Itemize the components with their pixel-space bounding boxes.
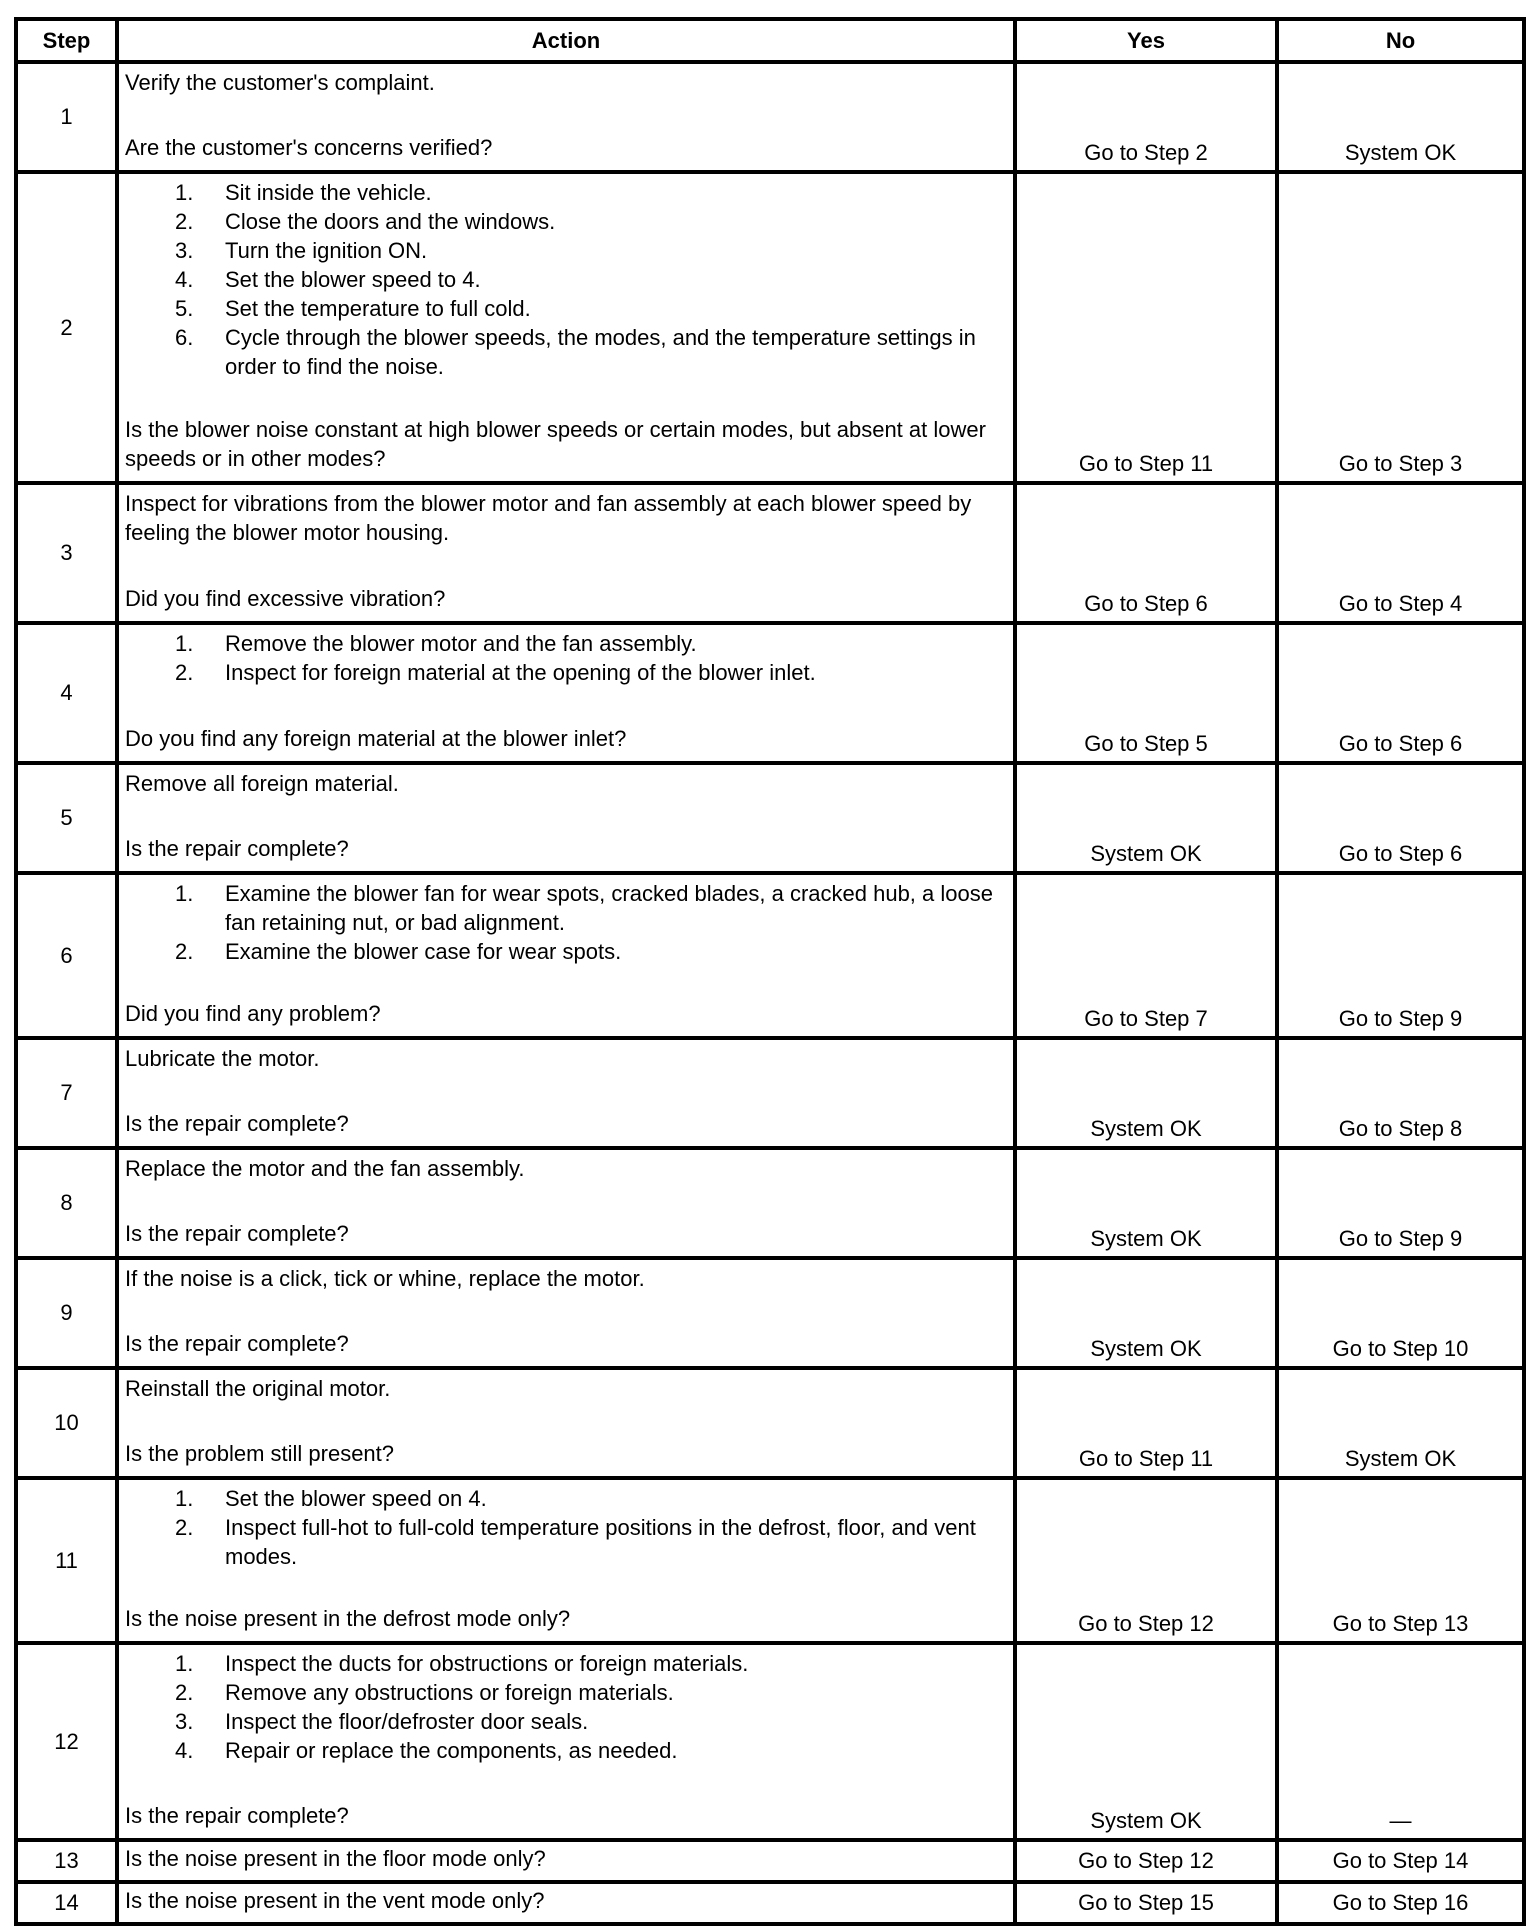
action-instructions — [125, 1374, 1007, 1403]
list-item-number: 3. — [175, 238, 194, 263]
no-result: Go to Step 4 — [1277, 483, 1524, 623]
action-cell — [117, 172, 1015, 483]
action-step-list — [125, 1649, 1007, 1765]
list-item-text: Set the temperature to full cold. — [225, 296, 531, 321]
action-intro: Replace the motor and the fan assembly. — [125, 1156, 525, 1181]
action-instructions — [125, 178, 1007, 381]
no-result: System OK — [1277, 1368, 1524, 1478]
action-cell — [117, 1478, 1015, 1643]
list-item-number: 2. — [175, 939, 194, 964]
list-item-number: 4. — [175, 1738, 194, 1763]
action-question: Is the noise present in the vent mode only? — [125, 1888, 545, 1913]
list-item — [125, 236, 1007, 265]
list-item-number: 2. — [175, 1680, 194, 1705]
action-content — [119, 1480, 1013, 1637]
yes-result: Go to Step 12 — [1015, 1478, 1277, 1643]
list-item-number: 2. — [175, 209, 194, 234]
step-number: 11 — [16, 1478, 117, 1643]
list-item-text: Examine the blower case for wear spots. — [225, 939, 622, 964]
list-item — [125, 1513, 1007, 1571]
no-result: Go to Step 9 — [1277, 873, 1524, 1038]
step-number: 7 — [16, 1038, 117, 1148]
action-content — [119, 64, 1013, 166]
action-intro: Verify the customer's complaint. — [125, 70, 435, 95]
action-cell — [117, 1258, 1015, 1368]
header-row — [16, 19, 1524, 62]
table-row — [16, 172, 1524, 483]
step-number: 13 — [16, 1840, 117, 1882]
action-instructions — [125, 68, 1007, 97]
list-item — [125, 178, 1007, 207]
table-row — [16, 483, 1524, 623]
action-cell — [117, 873, 1015, 1038]
action-instructions — [125, 879, 1007, 966]
step-number: 5 — [16, 763, 117, 873]
list-item-text: Inspect full-hot to full-cold temperature positions in the defrost, floor, and vent modes. — [225, 1515, 976, 1569]
list-item-number: 5. — [175, 296, 194, 321]
list-item-number: 1. — [175, 631, 194, 656]
action-cell — [117, 1882, 1015, 1924]
action-step-list — [125, 178, 1007, 381]
table-body — [16, 62, 1524, 1924]
step-number: 10 — [16, 1368, 117, 1478]
list-item-number: 1. — [175, 180, 194, 205]
list-item-text: Inspect for foreign material at the opening of the blower inlet. — [225, 660, 816, 685]
action-cell — [117, 623, 1015, 763]
table-row — [16, 1038, 1524, 1148]
list-item — [125, 658, 1007, 687]
list-item-text: Repair or replace the components, as needed. — [225, 1738, 678, 1763]
list-item-number: 2. — [175, 660, 194, 685]
yes-result: Go to Step 6 — [1015, 483, 1277, 623]
list-item-number: 2. — [175, 1515, 194, 1540]
yes-result: System OK — [1015, 1148, 1277, 1258]
table-row — [16, 1643, 1524, 1840]
action-instructions — [125, 769, 1007, 798]
yes-result: Go to Step 15 — [1015, 1882, 1277, 1924]
action-instructions — [125, 1264, 1007, 1293]
action-cell — [117, 1840, 1015, 1882]
list-item-text: Examine the blower fan for wear spots, cracked blades, a cracked hub, a loose fan retaining nut, or bad alignment. — [225, 881, 993, 935]
table-row — [16, 1478, 1524, 1643]
table-row — [16, 1258, 1524, 1368]
action-cell — [117, 1038, 1015, 1148]
action-content — [119, 765, 1013, 867]
list-item-text: Turn the ignition ON. — [225, 238, 428, 263]
action-question: Is the noise present in the floor mode only? — [125, 1846, 546, 1871]
table-row — [16, 1148, 1524, 1258]
list-item — [125, 1649, 1007, 1678]
no-result: Go to Step 10 — [1277, 1258, 1524, 1368]
action-instructions — [125, 1044, 1007, 1073]
list-item-text: Set the blower speed to 4. — [225, 267, 481, 292]
action-content — [119, 625, 1013, 757]
list-item-text: Close the doors and the windows. — [225, 209, 556, 234]
action-question: Are the customer's concerns verified? — [125, 135, 493, 160]
action-intro: Lubricate the motor. — [125, 1046, 320, 1071]
list-item-text: Remove the blower motor and the fan assembly. — [225, 631, 697, 656]
table-row — [16, 623, 1524, 763]
action-intro: If the noise is a click, tick or whine, replace the motor. — [125, 1266, 645, 1291]
list-item — [125, 207, 1007, 236]
list-item-text: Remove any obstructions or foreign materials. — [225, 1680, 674, 1705]
list-item — [125, 1736, 1007, 1765]
step-number: 12 — [16, 1643, 117, 1840]
action-question: Is the repair complete? — [125, 1803, 349, 1828]
action-instructions — [125, 629, 1007, 687]
yes-result: Go to Step 7 — [1015, 873, 1277, 1038]
action-step-list — [125, 1484, 1007, 1571]
list-item-number: 1. — [175, 881, 194, 906]
action-question: Did you find excessive vibration? — [125, 586, 446, 611]
action-content — [119, 875, 1013, 1032]
action-instructions — [125, 1649, 1007, 1765]
step-number: 1 — [16, 62, 117, 172]
table-row — [16, 62, 1524, 172]
yes-result: Go to Step 12 — [1015, 1840, 1277, 1882]
action-cell — [117, 1643, 1015, 1840]
yes-result: System OK — [1015, 1258, 1277, 1368]
list-item-text: Cycle through the blower speeds, the modes, and the temperature settings in order to find the noise. — [225, 325, 976, 379]
action-content — [119, 1040, 1013, 1142]
action-question: Is the repair complete? — [125, 836, 349, 861]
list-item-text: Set the blower speed on 4. — [225, 1486, 487, 1511]
diagnostic-table — [14, 17, 1526, 1926]
yes-result: System OK — [1015, 1038, 1277, 1148]
no-result: Go to Step 8 — [1277, 1038, 1524, 1148]
action-content — [119, 174, 1013, 477]
list-item — [125, 937, 1007, 966]
list-item-text: Inspect the ducts for obstructions or foreign materials. — [225, 1651, 749, 1676]
table-row — [16, 1368, 1524, 1478]
list-item-number: 1. — [175, 1486, 194, 1511]
list-item — [125, 879, 1007, 937]
no-result: Go to Step 6 — [1277, 623, 1524, 763]
action-content — [119, 485, 1013, 617]
step-number: 2 — [16, 172, 117, 483]
action-intro: Remove all foreign material. — [125, 771, 399, 796]
table-row — [16, 763, 1524, 873]
action-content — [119, 1884, 1013, 1918]
step-number: 8 — [16, 1148, 117, 1258]
yes-result: System OK — [1015, 763, 1277, 873]
no-result: Go to Step 16 — [1277, 1882, 1524, 1924]
no-result: — — [1277, 1643, 1524, 1840]
no-result: Go to Step 14 — [1277, 1840, 1524, 1882]
action-cell — [117, 763, 1015, 873]
action-cell — [117, 483, 1015, 623]
action-question: Is the repair complete? — [125, 1111, 349, 1136]
action-content — [119, 1645, 1013, 1834]
no-result: Go to Step 9 — [1277, 1148, 1524, 1258]
action-step-list — [125, 629, 1007, 687]
step-number: 14 — [16, 1882, 117, 1924]
action-question: Did you find any problem? — [125, 1001, 381, 1026]
yes-result: Go to Step 11 — [1015, 172, 1277, 483]
list-item — [125, 1707, 1007, 1736]
no-result: Go to Step 6 — [1277, 763, 1524, 873]
action-cell — [117, 1368, 1015, 1478]
yes-result: Go to Step 11 — [1015, 1368, 1277, 1478]
list-item — [125, 629, 1007, 658]
list-item — [125, 1484, 1007, 1513]
action-cell — [117, 1148, 1015, 1258]
step-number: 4 — [16, 623, 117, 763]
yes-result: System OK — [1015, 1643, 1277, 1840]
list-item — [125, 294, 1007, 323]
action-content — [119, 1842, 1013, 1876]
action-instructions — [125, 1484, 1007, 1571]
action-question: Is the blower noise constant at high blower speeds or certain modes, but absent at lower speeds or in other modes? — [125, 417, 986, 471]
header-action: Action — [117, 19, 1015, 62]
no-result: Go to Step 13 — [1277, 1478, 1524, 1643]
action-question: Is the repair complete? — [125, 1221, 349, 1246]
action-step-list — [125, 879, 1007, 966]
table-row — [16, 1840, 1524, 1882]
list-item-number: 4. — [175, 267, 194, 292]
action-question: Do you find any foreign material at the blower inlet? — [125, 726, 627, 751]
step-number: 3 — [16, 483, 117, 623]
list-item-text: Sit inside the vehicle. — [225, 180, 432, 205]
yes-result: Go to Step 2 — [1015, 62, 1277, 172]
action-cell — [117, 62, 1015, 172]
step-number: 9 — [16, 1258, 117, 1368]
action-content — [119, 1260, 1013, 1362]
header-step: Step — [16, 19, 117, 62]
list-item-number: 3. — [175, 1709, 194, 1734]
header-no: No — [1277, 19, 1524, 62]
action-instructions — [125, 489, 1007, 547]
action-question: Is the noise present in the defrost mode only? — [125, 1606, 571, 1631]
table-row — [16, 873, 1524, 1038]
yes-result: Go to Step 5 — [1015, 623, 1277, 763]
no-result: Go to Step 3 — [1277, 172, 1524, 483]
table-row — [16, 1882, 1524, 1924]
action-question: Is the repair complete? — [125, 1331, 349, 1356]
action-content — [119, 1150, 1013, 1252]
list-item — [125, 1678, 1007, 1707]
list-item-number: 6. — [175, 325, 194, 350]
list-item — [125, 323, 1007, 381]
no-result: System OK — [1277, 62, 1524, 172]
list-item-text: Inspect the floor/defroster door seals. — [225, 1709, 589, 1734]
action-content — [119, 1370, 1013, 1472]
list-item — [125, 265, 1007, 294]
header-yes: Yes — [1015, 19, 1277, 62]
action-intro: Inspect for vibrations from the blower motor and fan assembly at each blower speed by feeling the blower motor housing. — [125, 491, 972, 545]
list-item-number: 1. — [175, 1651, 194, 1676]
step-number: 6 — [16, 873, 117, 1038]
action-intro: Reinstall the original motor. — [125, 1376, 391, 1401]
action-instructions — [125, 1154, 1007, 1183]
action-question: Is the problem still present? — [125, 1441, 395, 1466]
